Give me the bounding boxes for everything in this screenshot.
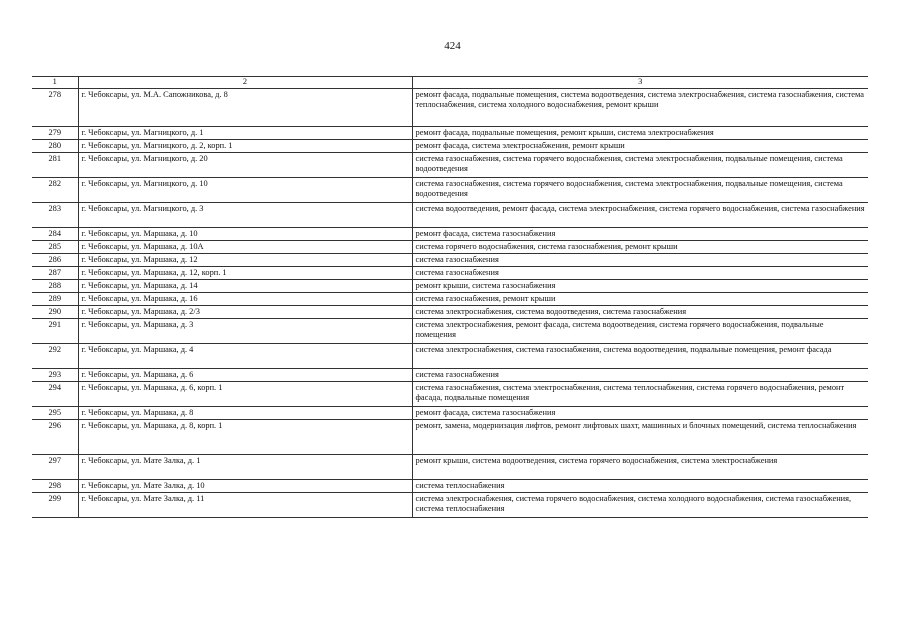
row-address: г. Чебоксары, ул. Маршака, д. 10А (78, 241, 412, 254)
row-number: 279 (32, 127, 78, 140)
row-works: система газоснабжения, система горячего водоснабжения, система электроснабжения, подвальные помещения, система водоотведения (412, 178, 868, 203)
row-number: 283 (32, 203, 78, 228)
row-number: 287 (32, 267, 78, 280)
table-row (32, 420, 868, 455)
row-works: система газоснабжения, ремонт крыши (412, 293, 868, 306)
row-number: 282 (32, 178, 78, 203)
table-row (32, 153, 868, 178)
table-row (32, 203, 868, 228)
table-row (32, 382, 868, 407)
row-works: система электроснабжения, ремонт фасада, система водоотведения, система горячего водоснабжения, подвальные помещения (412, 319, 868, 344)
header-col-2: 2 (78, 77, 412, 89)
table-row (32, 241, 868, 254)
row-number: 299 (32, 493, 78, 518)
table-row (32, 319, 868, 344)
row-works: система теплоснабжения (412, 480, 868, 493)
row-number: 284 (32, 228, 78, 241)
row-number: 296 (32, 420, 78, 455)
row-number: 297 (32, 455, 78, 480)
table-row (32, 254, 868, 267)
row-number: 295 (32, 407, 78, 420)
header-col-3: 3 (412, 77, 868, 89)
row-address: г. Чебоксары, ул. Магницкого, д. 10 (78, 178, 412, 203)
row-number: 290 (32, 306, 78, 319)
row-number: 280 (32, 140, 78, 153)
row-works: система электроснабжения, система водоотведения, система газоснабжения (412, 306, 868, 319)
table-row (32, 344, 868, 369)
row-works: система водоотведения, ремонт фасада, система электроснабжения, система горячего водоснабжения, система газоснабжения (412, 203, 868, 228)
header-row (32, 77, 868, 89)
row-address: г. Чебоксары, ул. Мате Залка, д. 1 (78, 455, 412, 480)
row-number: 294 (32, 382, 78, 407)
houses-table (32, 76, 868, 518)
row-address: г. Чебоксары, ул. Маршака, д. 12, корп. 1 (78, 267, 412, 280)
table-row (32, 280, 868, 293)
row-works: ремонт фасада, подвальные помещения, ремонт крыши, система электроснабжения (412, 127, 868, 140)
table-row (32, 140, 868, 153)
table-row (32, 455, 868, 480)
row-address: г. Чебоксары, ул. Магницкого, д. 3 (78, 203, 412, 228)
row-address: г. Чебоксары, ул. Магницкого, д. 1 (78, 127, 412, 140)
table-body (32, 89, 868, 518)
row-number: 281 (32, 153, 78, 178)
row-works: ремонт крыши, система водоотведения, система горячего водоснабжения, система электроснабжения (412, 455, 868, 480)
row-address: г. Чебоксары, ул. Маршака, д. 12 (78, 254, 412, 267)
table-header (32, 77, 868, 89)
row-number: 289 (32, 293, 78, 306)
table-row (32, 407, 868, 420)
table-row (32, 480, 868, 493)
row-address: г. Чебоксары, ул. Мате Залка, д. 10 (78, 480, 412, 493)
row-address: г. Чебоксары, ул. Маршака, д. 6 (78, 369, 412, 382)
row-works: система газоснабжения (412, 254, 868, 267)
row-works: ремонт крыши, система газоснабжения (412, 280, 868, 293)
row-address: г. Чебоксары, ул. Маршака, д. 10 (78, 228, 412, 241)
table-row (32, 89, 868, 127)
row-works: система газоснабжения, система горячего водоснабжения, система электроснабжения, подвальные помещения, система водоотведения (412, 153, 868, 178)
row-number: 288 (32, 280, 78, 293)
row-works: система газоснабжения (412, 267, 868, 280)
row-address: г. Чебоксары, ул. Мате Залка, д. 11 (78, 493, 412, 518)
row-number: 278 (32, 89, 78, 127)
row-number: 293 (32, 369, 78, 382)
row-address: г. Чебоксары, ул. Маршака, д. 16 (78, 293, 412, 306)
table-row (32, 127, 868, 140)
table-row (32, 178, 868, 203)
table-row (32, 267, 868, 280)
row-works: система электроснабжения, система газоснабжения, система водоотведения, подвальные помещения, ремонт фасада (412, 344, 868, 369)
row-address: г. Чебоксары, ул. Маршака, д. 8 (78, 407, 412, 420)
row-number: 298 (32, 480, 78, 493)
row-address: г. Чебоксары, ул. Магницкого, д. 2, корп. 1 (78, 140, 412, 153)
row-number: 286 (32, 254, 78, 267)
row-address: г. Чебоксары, ул. Маршака, д. 4 (78, 344, 412, 369)
row-works: система газоснабжения, система электроснабжения, система теплоснабжения, система горячего водоснабжения, ремонт фасада, подвальные помещения (412, 382, 868, 407)
row-works: ремонт, замена, модернизация лифтов, ремонт лифтовых шахт, машинных и блочных помещений, система теплоснабжения (412, 420, 868, 455)
row-address: г. Чебоксары, ул. Маршака, д. 14 (78, 280, 412, 293)
page-number: 424 (444, 40, 461, 52)
table-row (32, 228, 868, 241)
row-address: г. Чебоксары, ул. Маршака, д. 2/3 (78, 306, 412, 319)
row-works: система электроснабжения, система горячего водоснабжения, система холодного водоснабжения, система газоснабжения, система теплоснабжения (412, 493, 868, 518)
row-works: система газоснабжения (412, 369, 868, 382)
row-address: г. Чебоксары, ул. Маршака, д. 6, корп. 1 (78, 382, 412, 407)
row-works: ремонт фасада, подвальные помещения, система водоотведения, система электроснабжения, система газоснабжения, система теплоснабжения, система холодного водоснабжения, ремонт крыши (412, 89, 868, 127)
row-works: система горячего водоснабжения, система газоснабжения, ремонт крыши (412, 241, 868, 254)
row-works: ремонт фасада, система газоснабжения (412, 228, 868, 241)
row-number: 285 (32, 241, 78, 254)
table-row (32, 369, 868, 382)
row-address: г. Чебоксары, ул. Магницкого, д. 20 (78, 153, 412, 178)
row-number: 292 (32, 344, 78, 369)
row-number: 291 (32, 319, 78, 344)
row-address: г. Чебоксары, ул. Маршака, д. 3 (78, 319, 412, 344)
table-row (32, 293, 868, 306)
header-col-1: 1 (32, 77, 78, 89)
table-row (32, 306, 868, 319)
row-address: г. Чебоксары, ул. Маршака, д. 8, корп. 1 (78, 420, 412, 455)
row-works: ремонт фасада, система газоснабжения (412, 407, 868, 420)
row-address: г. Чебоксары, ул. М.А. Сапожникова, д. 8 (78, 89, 412, 127)
table-row (32, 493, 868, 518)
row-works: ремонт фасада, система электроснабжения, ремонт крыши (412, 140, 868, 153)
